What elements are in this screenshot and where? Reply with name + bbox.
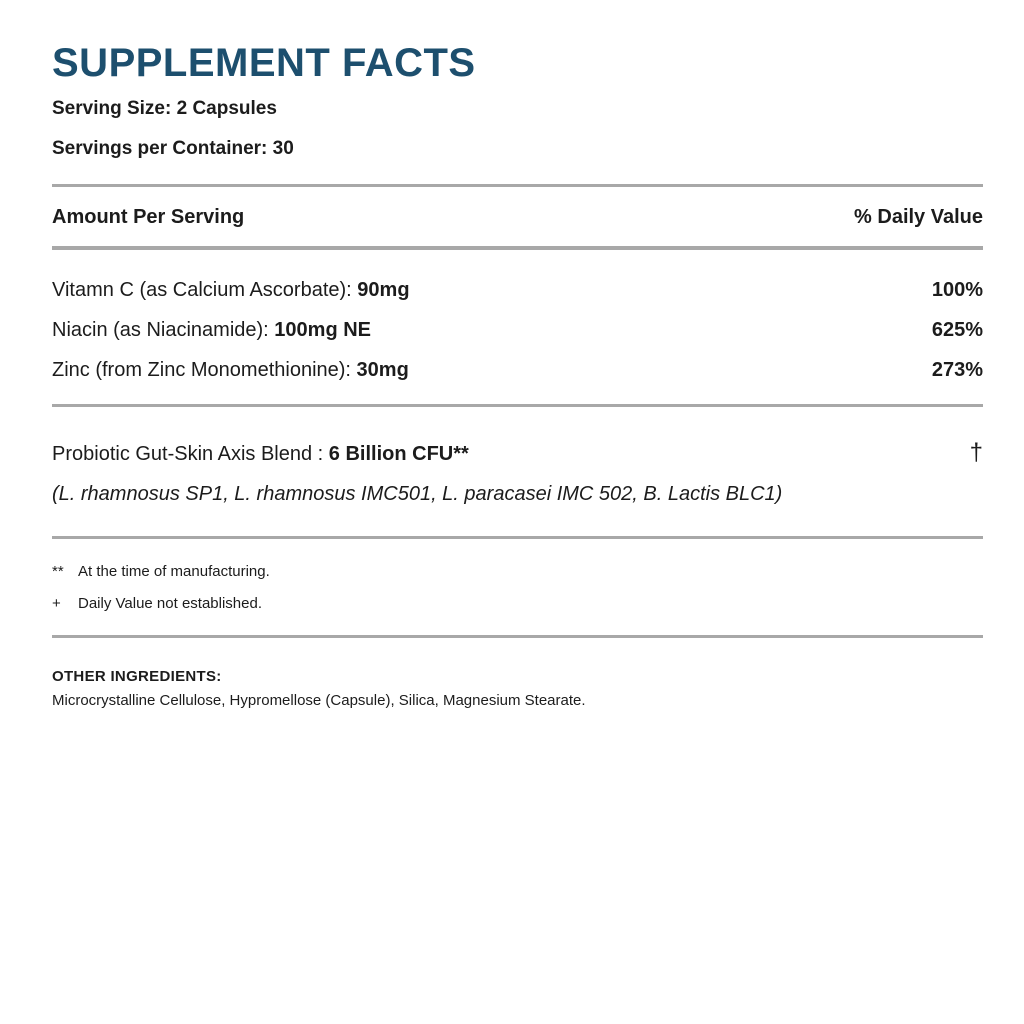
nutrient-name: Zinc (from Zinc Monomethionine): xyxy=(52,359,357,381)
nutrient-label xyxy=(52,276,410,304)
amount-per-serving-header: Amount Per Serving xyxy=(52,206,245,228)
nutrient-label xyxy=(52,356,409,384)
nutrient-amount: 90mg xyxy=(357,279,410,301)
table-row xyxy=(52,276,983,304)
footnote-marker: ** xyxy=(52,563,64,580)
blend-label xyxy=(52,440,469,468)
nutrient-dv: 100% xyxy=(931,279,983,301)
blend-strains: (L. rhamnosus SP1, L. rhamnosus IMC501, L. paracasei IMC 502, B. Lactis BLC1) xyxy=(52,483,783,505)
nutrient-dv: 625% xyxy=(931,319,983,341)
footnote-marker: + xyxy=(52,595,61,612)
table-row xyxy=(52,316,983,344)
divider-header xyxy=(52,246,983,250)
supplement-facts-panel xyxy=(52,42,983,712)
divider-bottom xyxy=(52,635,983,638)
footnote-manufacturing xyxy=(52,561,983,583)
footnote-daily-value xyxy=(52,593,983,615)
daily-value-header: % Daily Value xyxy=(854,206,983,228)
blend-row xyxy=(52,439,983,468)
table-row xyxy=(52,356,983,384)
footnote-text: Daily Value not established. xyxy=(78,595,262,612)
table-header-row xyxy=(52,203,983,231)
supplement-facts-title: SUPPLEMENT FACTS xyxy=(52,41,476,85)
nutrient-amount: 30mg xyxy=(356,359,409,381)
blend-name: Probiotic Gut-Skin Axis Blend : xyxy=(52,443,329,465)
nutrient-dv: 273% xyxy=(931,359,983,381)
nutrient-name: Niacin (as Niacinamide): xyxy=(52,319,275,341)
other-ingredients-heading: OTHER INGREDIENTS: xyxy=(52,668,222,685)
nutrient-name: Vitamn C (as Calcium Ascorbate): xyxy=(52,279,358,301)
nutrient-amount: 100mg NE xyxy=(274,319,372,341)
divider-blend xyxy=(52,404,983,407)
serving-size-line: Serving Size: 2 Capsules xyxy=(52,98,277,119)
dagger-symbol: † xyxy=(969,439,983,466)
servings-per-container-line: Servings per Container: 30 xyxy=(52,138,294,159)
blend-amount: 6 Billion CFU** xyxy=(328,443,469,465)
nutrient-label xyxy=(52,316,371,344)
other-ingredients-text: Microcrystalline Cellulose, Hypromellose (Capsule), Silica, Magnesium Stearate. xyxy=(52,692,586,709)
footnote-text: At the time of manufacturing. xyxy=(78,563,270,580)
divider-footnotes xyxy=(52,536,983,539)
divider-top xyxy=(52,184,983,187)
